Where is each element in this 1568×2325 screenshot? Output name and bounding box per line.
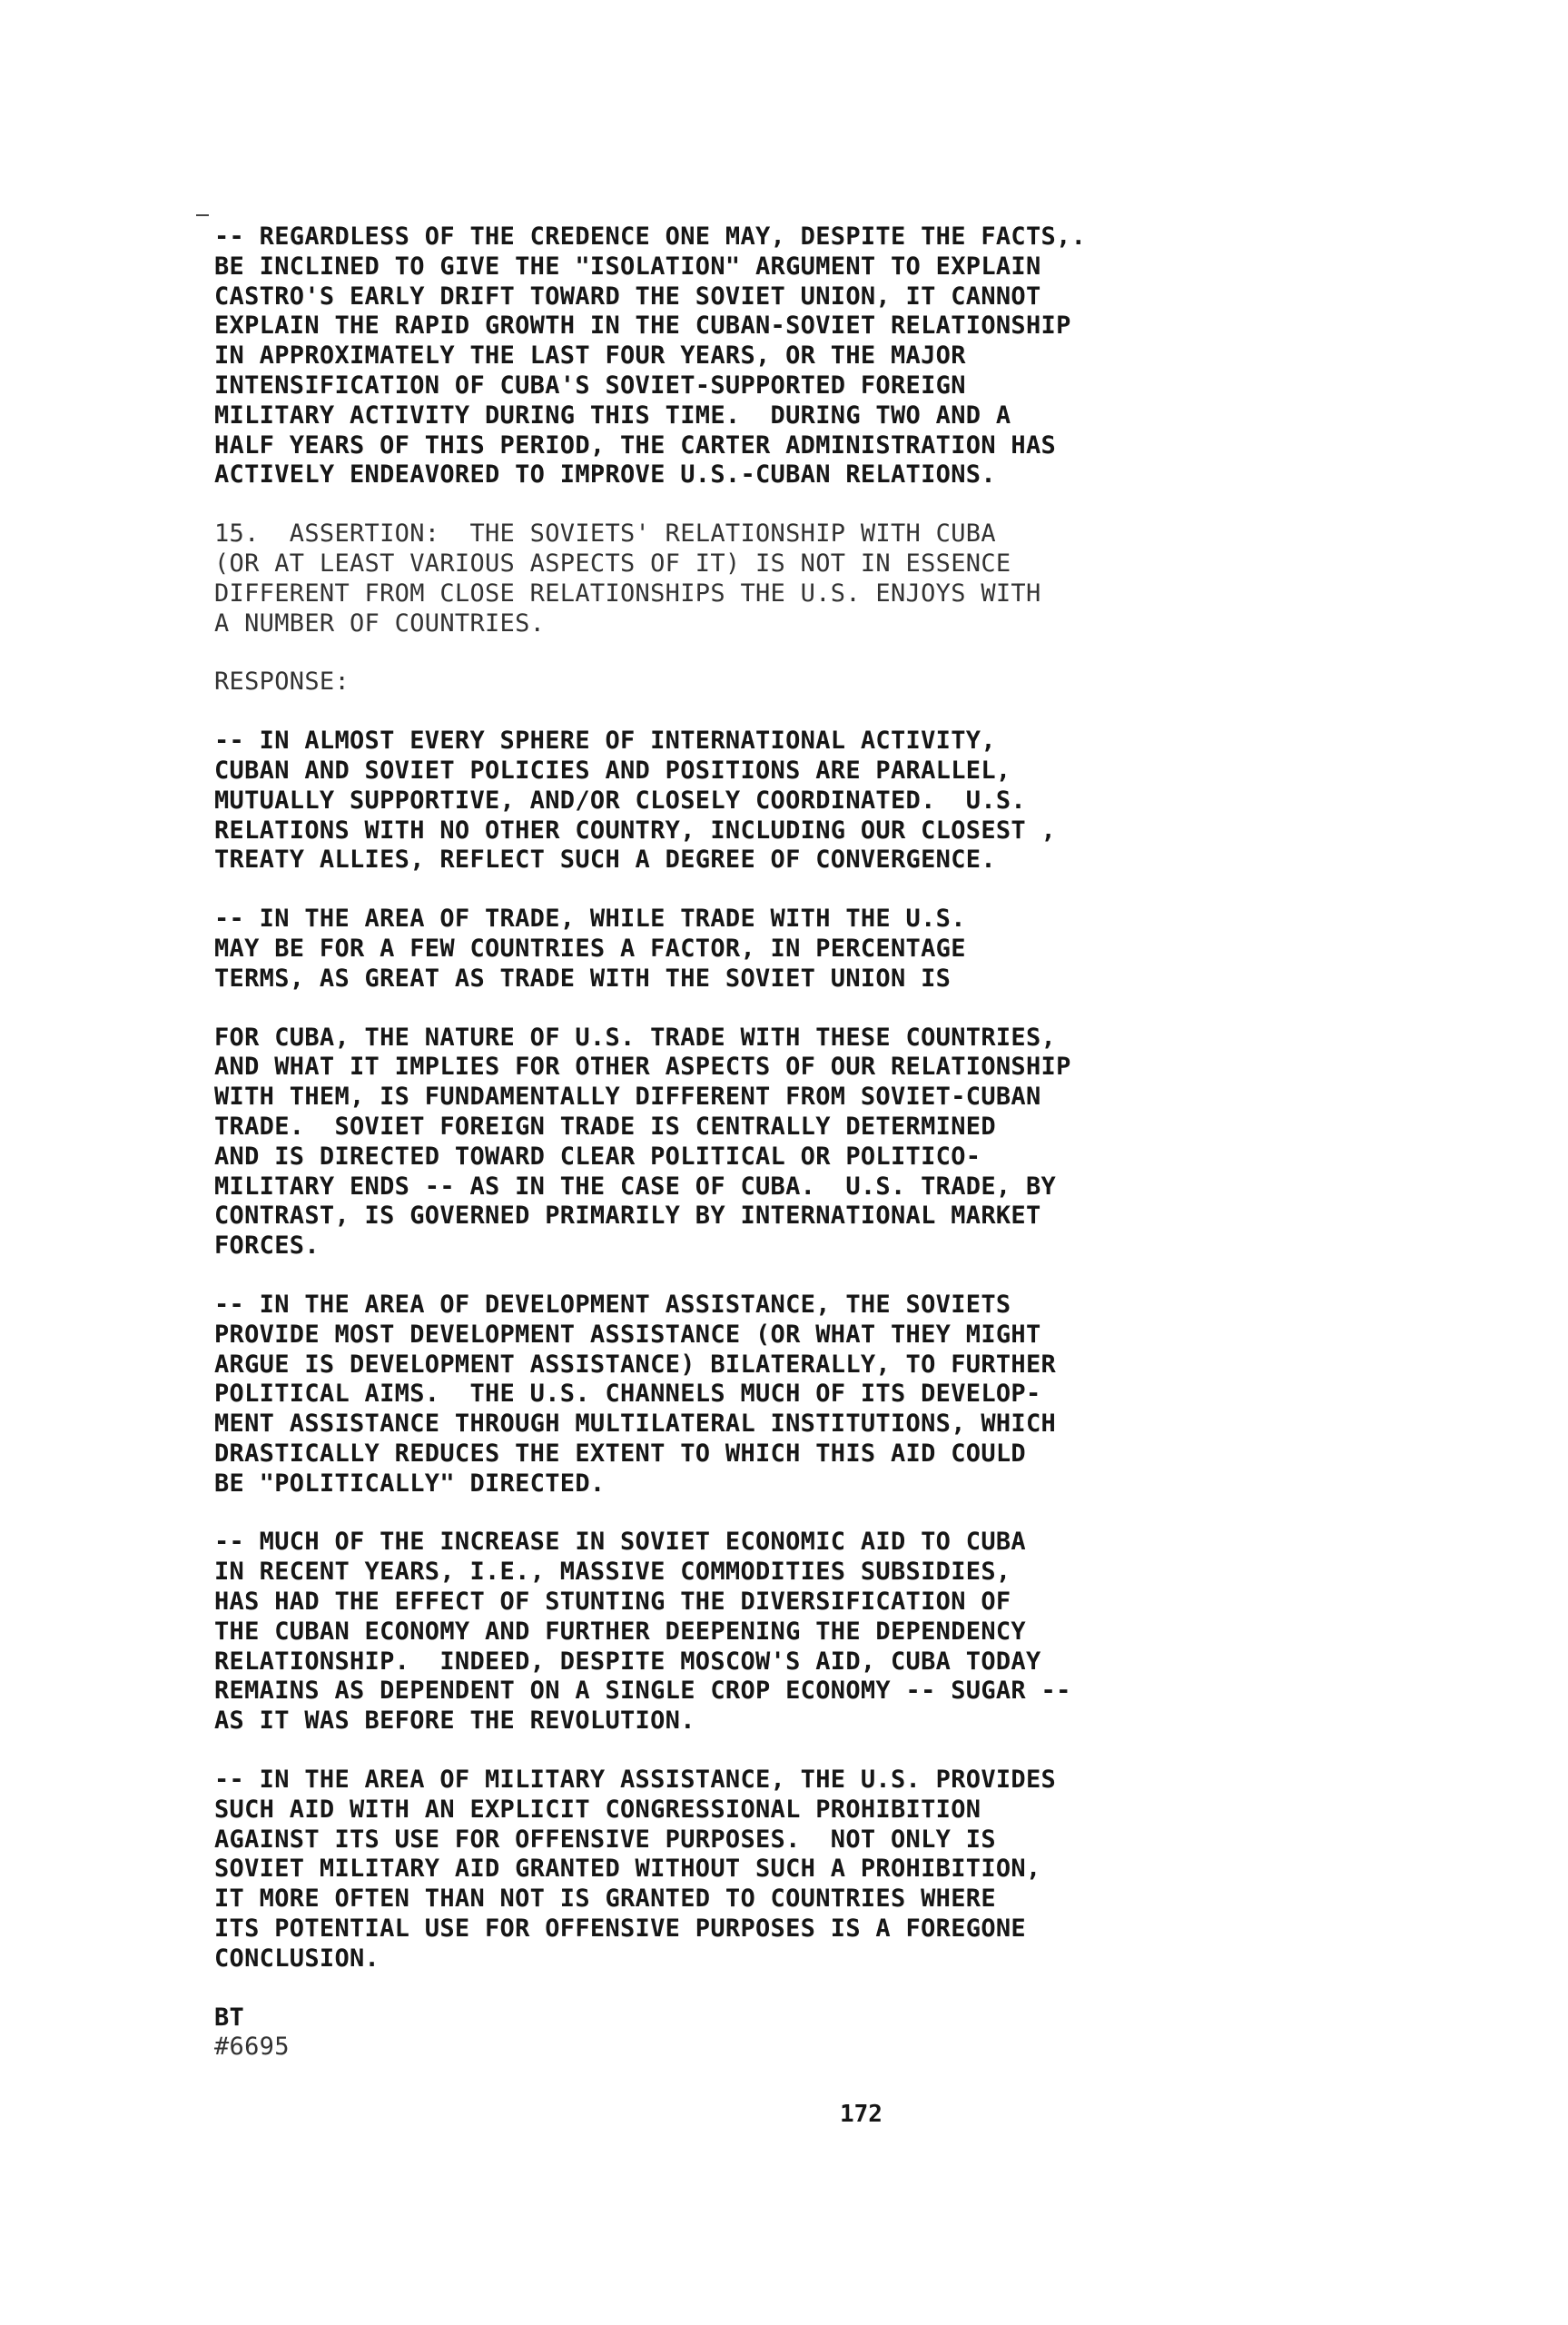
text-line: (OR AT LEAST VARIOUS ASPECTS OF IT) IS NOT IN ESSENCE bbox=[214, 549, 1011, 578]
text-line: -- IN ALMOST EVERY SPHERE OF INTERNATIONAL ACTIVITY, bbox=[214, 727, 996, 756]
text-line: 15. ASSERTION: THE SOVIETS' RELATIONSHIP WITH CUBA bbox=[214, 519, 996, 549]
text-line: -- IN THE AREA OF TRADE, WHILE TRADE WITH THE U.S. bbox=[214, 905, 966, 934]
document-body bbox=[214, 223, 1267, 2092]
paragraph-trade-intro bbox=[214, 905, 1267, 994]
text-line: AS IT WAS BEFORE THE REVOLUTION. bbox=[214, 1707, 695, 1736]
text-line: CUBAN AND SOVIET POLICIES AND POSITIONS ARE PARALLEL, bbox=[214, 756, 1011, 785]
page-number: 172 bbox=[840, 2101, 883, 2128]
text-line: MENT ASSISTANCE THROUGH MULTILATERAL INSTITUTIONS, WHICH bbox=[214, 1410, 1057, 1439]
text-line: SOVIET MILITARY AID GRANTED WITHOUT SUCH A PROHIBITION, bbox=[214, 1855, 1041, 1884]
text-line: SUCH AID WITH AN EXPLICIT CONGRESSIONAL PROHIBITION bbox=[214, 1795, 981, 1824]
text-line: THE CUBAN ECONOMY AND FURTHER DEEPENING THE DEPENDENCY bbox=[214, 1617, 1026, 1646]
text-line: HALF YEARS OF THIS PERIOD, THE CARTER ADMINISTRATION HAS bbox=[214, 430, 1057, 460]
text-line: MILITARY ACTIVITY DURING THIS TIME. DURING TWO AND A bbox=[214, 401, 1011, 430]
text-line: BE "POLITICALLY" DIRECTED. bbox=[214, 1469, 606, 1498]
text-line: DRASTICALLY REDUCES THE EXTENT TO WHICH THIS AID COULD bbox=[214, 1439, 1026, 1468]
text-line: RELATIONSHIP. INDEED, DESPITE MOSCOW'S AID, CUBA TODAY bbox=[214, 1647, 1041, 1676]
text-line: EXPLAIN THE RAPID GROWTH IN THE CUBAN-SOVIET RELATIONSHIP bbox=[214, 312, 1071, 341]
text-line: REMAINS AS DEPENDENT ON A SINGLE CROP ECONOMY -- SUGAR -- bbox=[214, 1677, 1071, 1706]
closing-bt: BT bbox=[214, 2003, 245, 2032]
text-line: IN APPROXIMATELY THE LAST FOUR YEARS, OR THE MAJOR bbox=[214, 341, 966, 371]
text-line: ITS POTENTIAL USE FOR OFFENSIVE PURPOSES IS A FOREGONE bbox=[214, 1914, 1026, 1944]
text-line: FOR CUBA, THE NATURE OF U.S. TRADE WITH THESE COUNTRIES, bbox=[214, 1023, 1057, 1052]
text-line: -- REGARDLESS OF THE CREDENCE ONE MAY, DESPITE THE FACTS,. bbox=[214, 223, 1087, 251]
paragraph-isolation-argument bbox=[214, 223, 1267, 490]
paragraph-policy-convergence bbox=[214, 727, 1267, 876]
text-line: HAS HAD THE EFFECT OF STUNTING THE DIVERSIFICATION OF bbox=[214, 1588, 1011, 1617]
text-line: IT MORE OFTEN THAN NOT IS GRANTED TO COUNTRIES WHERE bbox=[214, 1885, 996, 1914]
closing-block bbox=[214, 2003, 1267, 2063]
text-line: MUTUALLY SUPPORTIVE, AND/OR CLOSELY COORDINATED. U.S. bbox=[214, 786, 1026, 815]
text-line: AND IS DIRECTED TOWARD CLEAR POLITICAL OR POLITICO- bbox=[214, 1142, 981, 1171]
text-line: A NUMBER OF COUNTRIES. bbox=[214, 608, 546, 638]
text-line: POLITICAL AIMS. THE U.S. CHANNELS MUCH OF ITS DEVELOP- bbox=[214, 1380, 1041, 1409]
text-line: MAY BE FOR A FEW COUNTRIES A FACTOR, IN PERCENTAGE bbox=[214, 934, 966, 963]
text-line: CONTRAST, IS GOVERNED PRIMARILY BY INTERNATIONAL MARKET bbox=[214, 1202, 1041, 1231]
text-line: MILITARY ENDS -- AS IN THE CASE OF CUBA. U.S. TRADE, BY bbox=[214, 1172, 1057, 1201]
text-line: BE INCLINED TO GIVE THE "ISOLATION" ARGUMENT TO EXPLAIN bbox=[214, 252, 1041, 281]
text-line: CASTRO'S EARLY DRIFT TOWARD THE SOVIET UNION, IT CANNOT bbox=[214, 282, 1041, 311]
text-line: WITH THEM, IS FUNDAMENTALLY DIFFERENT FROM SOVIET-CUBAN bbox=[214, 1083, 1041, 1112]
text-line: AGAINST ITS USE FOR OFFENSIVE PURPOSES. NOT ONLY IS bbox=[214, 1825, 996, 1854]
text-line: INTENSIFICATION OF CUBA'S SOVIET-SUPPORTED FOREIGN bbox=[214, 371, 966, 400]
text-line: AND WHAT IT IMPLIES FOR OTHER ASPECTS OF OUR RELATIONSHIP bbox=[214, 1053, 1071, 1082]
text-line: DIFFERENT FROM CLOSE RELATIONSHIPS THE U.S. ENJOYS WITH bbox=[214, 579, 1041, 608]
text-line: TRADE. SOVIET FOREIGN TRADE IS CENTRALLY DETERMINED bbox=[214, 1112, 996, 1141]
text-line: ARGUE IS DEVELOPMENT ASSISTANCE) BILATERALLY, TO FURTHER bbox=[214, 1350, 1057, 1379]
paragraph-assertion-15 bbox=[214, 519, 1267, 638]
text-line: TERMS, AS GREAT AS TRADE WITH THE SOVIET UNION IS bbox=[214, 964, 952, 993]
text-line: -- IN THE AREA OF DEVELOPMENT ASSISTANCE, THE SOVIETS bbox=[214, 1290, 1011, 1319]
text-line: TREATY ALLIES, REFLECT SUCH A DEGREE OF CONVERGENCE. bbox=[214, 846, 996, 875]
text-line: RESPONSE: bbox=[214, 668, 350, 697]
text-line: PROVIDE MOST DEVELOPMENT ASSISTANCE (OR WHAT THEY MIGHT bbox=[214, 1320, 1041, 1349]
text-line: ACTIVELY ENDEAVORED TO IMPROVE U.S.-CUBAN RELATIONS. bbox=[214, 460, 996, 490]
text-line: -- MUCH OF THE INCREASE IN SOVIET ECONOMIC AID TO CUBA bbox=[214, 1528, 1026, 1557]
text-line: -- IN THE AREA OF MILITARY ASSISTANCE, THE U.S. PROVIDES bbox=[214, 1766, 1057, 1795]
margin-mark bbox=[196, 214, 209, 216]
text-line: FORCES. bbox=[214, 1232, 320, 1261]
text-line: IN RECENT YEARS, I.E., MASSIVE COMMODITIES SUBSIDIES, bbox=[214, 1558, 1011, 1587]
paragraph-economic-aid bbox=[214, 1528, 1267, 1736]
paragraph-military-assistance bbox=[214, 1766, 1267, 1974]
text-line: RELATIONS WITH NO OTHER COUNTRY, INCLUDING OUR CLOSEST , bbox=[214, 816, 1057, 845]
paragraph-development-assistance bbox=[214, 1291, 1267, 1499]
paragraph-trade-nature bbox=[214, 1024, 1267, 1261]
response-heading bbox=[214, 668, 1267, 698]
message-number: #6695 bbox=[214, 2033, 290, 2062]
text-line: CONCLUSION. bbox=[214, 1944, 380, 1973]
